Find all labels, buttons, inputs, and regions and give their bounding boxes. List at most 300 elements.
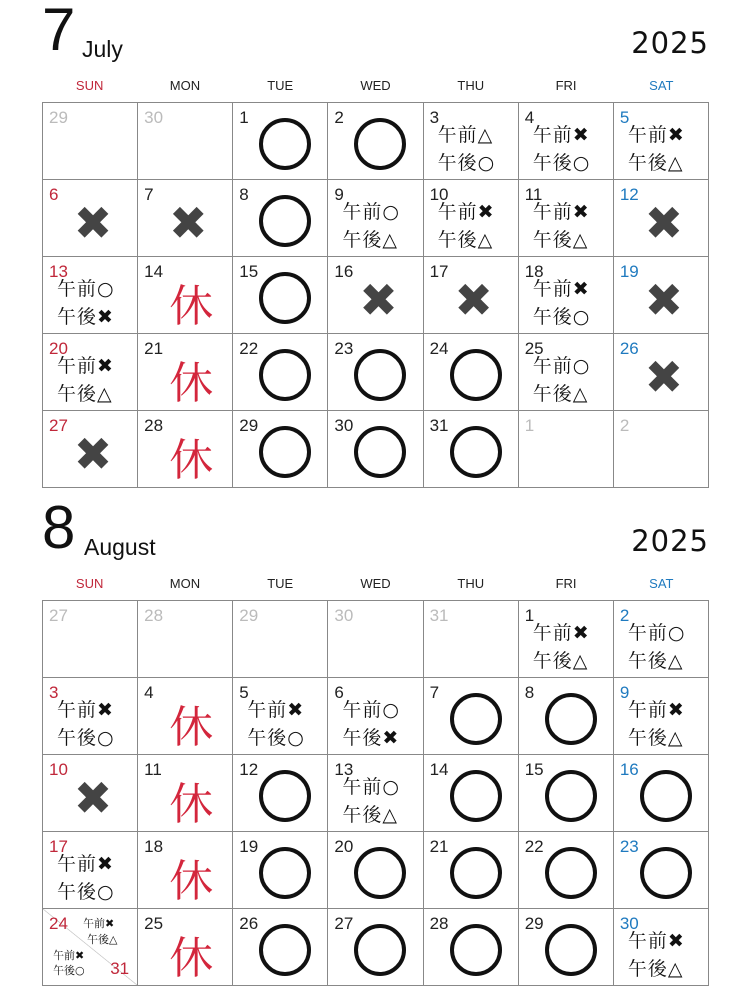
morning-status: 午前○ [342,776,401,798]
unavailable-cross-icon: ✖ [73,196,113,250]
morning-status: 午前✖ [532,622,590,644]
day-number: 24 [429,339,449,358]
day-status [138,180,232,256]
available-circle-icon [450,426,502,478]
day-cell [614,909,709,986]
day-number: 8 [239,185,249,204]
available-circle-icon [354,349,406,401]
day-cell [138,832,233,909]
day-number: 10 [429,185,449,204]
day-cell [519,678,614,755]
day-cell [328,832,423,909]
closed-day-label: 休 [169,358,214,409]
am-pm-status [628,619,686,675]
day-number: 30 [144,108,164,127]
month-number: 8 [42,494,76,561]
day-status [328,411,422,487]
day-number: 25 [144,914,164,933]
closed-day-label: 休 [169,856,214,907]
am-pm-status [533,121,591,177]
day-cell [614,180,709,257]
unavailable-cross-icon: ✖ [73,771,113,825]
day-number: 16 [334,262,354,281]
day-status [424,755,518,831]
day-cell [43,257,138,334]
afternoon-status: 午後△ [57,383,113,405]
day-status [519,678,613,754]
afternoon-status: 午後△ [342,229,399,251]
available-circle-icon [450,924,502,976]
day-status [614,257,708,333]
day-status [43,180,137,256]
closed-day-label: 休 [169,933,214,984]
day-status [614,755,708,831]
day-number: 13 [334,760,354,779]
unavailable-cross-icon: ✖ [454,273,493,327]
day-cell [519,909,614,986]
day-number: 9 [334,185,344,204]
day-status [138,411,232,487]
morning-status: 午前✖ [627,124,685,146]
day-cell [328,909,423,986]
day-number: 4 [524,108,535,127]
day-cell [43,678,138,755]
day-cell [138,334,233,411]
day-cell [519,832,614,909]
day-cell [328,411,423,488]
month-name: August [84,534,156,560]
day-cell [43,909,138,986]
weekday-label: THU [457,77,485,93]
day-status [328,832,422,908]
weekday-label: FRI [555,575,577,591]
day-number: 28 [144,416,164,435]
day-cell [138,755,233,832]
day-number: 21 [144,339,164,358]
afternoon-status: 午後△ [627,152,684,174]
day-cell [614,601,709,678]
weekday-label: SUN [75,575,104,591]
afternoon-status: 午後✖ [342,727,400,749]
weekday-label: MON [169,77,201,93]
day-number-second: 31 [110,959,130,978]
day-number: 29 [524,914,544,933]
morning-status: 午前○ [57,278,115,300]
weekday-label: WED [360,77,391,93]
morning-status: 午前△ [437,124,494,146]
day-status [138,257,232,333]
am-pm-status [57,850,115,906]
day-number: 27 [49,606,68,625]
weekday-label: THU [457,575,485,591]
day-status [233,257,327,333]
day-cell [519,334,614,411]
day-status [614,334,708,410]
day-number: 27 [334,914,354,933]
weekday-label: MON [169,575,201,591]
available-circle-icon [545,847,597,899]
day-number: 29 [239,416,259,435]
day-cell [138,103,233,180]
day-status [424,257,518,333]
available-circle-icon [354,118,406,170]
afternoon-status: 午後○ [437,152,496,174]
day-status [233,411,327,487]
day-cell [519,411,614,488]
day-number: 8 [524,683,535,702]
day-cell [519,180,614,257]
available-circle-icon [640,770,692,822]
day-status [424,909,518,985]
day-number: 31 [429,416,449,435]
day-cell [233,909,328,986]
morning-status: 午前✖ [532,201,590,223]
day-number: 30 [334,416,354,435]
day-number: 5 [239,683,249,702]
day-cell [43,103,138,180]
day-number: 5 [619,108,630,127]
calendar-august [42,494,709,986]
day-number: 28 [144,606,164,625]
day-cell [233,180,328,257]
calendar-july [42,0,709,488]
year-label: 2025 [631,524,709,558]
afternoon-status: 午後○ [247,727,305,749]
day-number: 22 [239,339,259,358]
day-status [519,755,613,831]
morning-status: 午前○ [342,201,401,223]
day-cell [43,832,138,909]
am-pm-status [342,198,400,254]
day-cell [43,411,138,488]
day-cell [614,103,709,180]
day-number: 4 [144,683,154,702]
day-number: 12 [619,185,639,204]
day-cell [614,678,709,755]
unavailable-cross-icon: ✖ [644,196,684,250]
weekday-header [42,68,709,102]
day-cell [43,180,138,257]
day-number: 13 [49,262,68,281]
day-status [233,103,327,179]
am-pm-status [438,121,496,177]
day-cell [614,832,709,909]
day-number: 29 [239,606,259,625]
day-cell [233,601,328,678]
day-cell [43,334,138,411]
day-status [233,334,327,410]
day-number: 11 [144,760,162,779]
day-number: 2 [334,108,344,127]
available-circle-icon [259,426,311,478]
day-cell [424,909,519,986]
day-cell [328,180,423,257]
day-number: 11 [524,185,543,204]
afternoon-status: 午後✖ [57,306,114,328]
day-status [233,755,327,831]
day-cell [424,832,519,909]
day-number: 17 [429,262,449,281]
day-cell [328,334,423,411]
month-header [42,494,709,566]
day-status [328,909,422,985]
available-circle-icon [259,118,311,170]
month-header [42,0,709,68]
day-cell [138,678,233,755]
day-number: 9 [619,683,630,702]
afternoon-status: 午後△ [532,650,589,672]
morning-status: 午前✖ [532,124,590,146]
day-number: 23 [334,339,354,358]
day-cell [138,180,233,257]
day-cell [233,334,328,411]
am-pm-status [533,352,591,408]
month-name: July [82,36,123,62]
day-cell [424,411,519,488]
am-pm-status [342,773,400,829]
available-circle-icon [259,195,311,247]
day-number: 23 [619,837,639,856]
available-circle-icon [640,847,692,899]
day-number: 1 [524,606,535,625]
day-number: 28 [429,914,449,933]
day-cell [138,411,233,488]
day-status [43,411,137,487]
available-circle-icon [354,847,406,899]
morning-status: 午前○ [532,355,591,377]
day-number: 31 [429,606,449,625]
day-cell [614,755,709,832]
afternoon-status: 午後△ [87,933,118,946]
day-number: 26 [239,914,259,933]
weekday-label: TUE [267,77,294,93]
day-cell [328,257,423,334]
day-cell [614,257,709,334]
morning-status: 午前✖ [83,917,115,930]
available-circle-icon [259,770,311,822]
day-cell [138,257,233,334]
afternoon-status: 午後△ [342,804,399,826]
day-number: 7 [144,185,154,204]
day-number: 1 [524,416,535,435]
afternoon-status: 午後○ [53,964,85,977]
day-cell [519,755,614,832]
day-status [424,334,518,410]
day-status [233,180,327,256]
am-pm-status [438,198,495,254]
day-cell [519,601,614,678]
am-pm-status [628,121,685,177]
day-cell [138,601,233,678]
day-number: 12 [239,760,259,779]
day-status [614,832,708,908]
day-number: 19 [619,262,639,281]
am-pm-status [533,619,590,675]
unavailable-cross-icon: ✖ [644,273,684,327]
afternoon-status: 午後○ [532,306,591,328]
morning-status: 午前✖ [532,278,590,300]
day-status [424,832,518,908]
am-pm-status [533,198,590,254]
day-cell [519,257,614,334]
unavailable-cross-icon: ✖ [73,427,113,481]
day-number: 27 [49,416,68,435]
morning-status: 午前✖ [57,355,114,377]
day-status [328,257,422,333]
closed-day-label: 休 [169,435,214,486]
month-number: 7 [42,0,76,63]
year-label: 2025 [631,26,709,60]
day-cell [233,755,328,832]
available-circle-icon [354,924,406,976]
day-cell [233,411,328,488]
day-cell [328,678,423,755]
available-circle-icon [450,349,502,401]
day-status [138,832,232,908]
day-number: 22 [524,837,544,856]
weekday-label: SUN [75,77,104,93]
available-circle-icon [450,847,502,899]
day-status [328,334,422,410]
available-circle-icon [259,847,311,899]
day-cell [424,257,519,334]
day-grid [42,102,709,488]
closed-day-label: 休 [169,702,214,753]
day-number: 18 [144,837,164,856]
day-grid [42,600,709,986]
am-pm-status [628,696,685,752]
available-circle-icon [354,426,406,478]
morning-status: 午前✖ [57,853,114,875]
day-status [328,103,422,179]
closed-day-label: 休 [169,779,214,830]
unavailable-cross-icon: ✖ [168,196,208,250]
day-status [43,755,137,831]
day-cell [424,180,519,257]
day-number: 25 [524,339,544,358]
day-status [424,678,518,754]
closed-day-label: 休 [169,281,214,332]
day-number: 18 [524,262,544,281]
available-circle-icon [259,349,311,401]
day-number: 2 [619,606,630,625]
am-pm-status [628,927,685,983]
day-number: 29 [49,108,68,127]
day-status [138,909,232,985]
day-number: 20 [334,837,354,856]
morning-status: 午前✖ [437,201,495,223]
day-status [519,909,613,985]
day-number: 15 [239,262,259,281]
day-cell [233,678,328,755]
available-circle-icon [259,924,311,976]
morning-status: 午前✖ [627,930,685,952]
am-pm-status [57,696,115,752]
unavailable-cross-icon: ✖ [359,273,398,327]
day-cell [519,103,614,180]
day-number: 14 [144,262,164,281]
morning-status: 午前✖ [53,949,85,962]
afternoon-status: 午後△ [437,229,494,251]
day-number: 3 [429,108,440,127]
day-cell [424,601,519,678]
day-number: 6 [334,683,344,702]
day-status [233,909,327,985]
day-cell [328,601,423,678]
afternoon-status: 午後○ [57,727,115,749]
day-number: 24 [49,914,68,933]
afternoon-status: 午後△ [532,229,589,251]
available-circle-icon [545,770,597,822]
day-number: 30 [334,606,354,625]
day-number: 15 [524,760,544,779]
available-circle-icon [545,924,597,976]
weekday-header [42,566,709,600]
day-status [519,832,613,908]
afternoon-status: 午後△ [627,958,684,980]
day-number: 1 [239,108,249,127]
day-status [138,334,232,410]
available-circle-icon [450,770,502,822]
day-status [138,678,232,754]
morning-status: 午前✖ [57,699,114,721]
day-number: 10 [49,760,68,779]
day-cell [614,334,709,411]
am-pm-status [57,275,115,331]
day-cell [424,755,519,832]
day-cell [424,103,519,180]
day-cell [43,601,138,678]
day-cell [138,909,233,986]
day-number: 17 [49,837,68,856]
day-status [424,411,518,487]
weekday-label: SAT [649,77,674,93]
afternoon-status: 午後△ [627,727,684,749]
available-circle-icon [545,693,597,745]
day-cell [43,755,138,832]
day-number: 7 [429,683,440,702]
day-number: 30 [619,914,639,933]
am-pm-status [247,696,305,752]
day-number: 16 [619,760,639,779]
day-number: 2 [619,416,630,435]
available-circle-icon [259,272,311,324]
unavailable-cross-icon: ✖ [644,350,684,404]
am-pm-status [57,352,114,408]
day-number: 3 [49,683,59,702]
day-cell [233,832,328,909]
afternoon-status: 午後○ [532,152,591,174]
day-number: 26 [619,339,639,358]
day-number: 14 [429,760,449,779]
day-number: 6 [49,185,59,204]
day-cell [233,103,328,180]
afternoon-status: 午後△ [627,650,684,672]
weekday-label: WED [360,575,391,591]
day-cell [424,334,519,411]
day-status [138,755,232,831]
weekday-label: TUE [267,575,294,591]
day-status [233,832,327,908]
morning-status: 午前○ [342,699,401,721]
weekday-label: FRI [555,77,577,93]
morning-status: 午前✖ [627,699,685,721]
morning-status: 午前○ [627,622,686,644]
day-cell [614,411,709,488]
day-number: 20 [49,339,68,358]
day-cell [328,755,423,832]
afternoon-status: 午後○ [57,881,115,903]
